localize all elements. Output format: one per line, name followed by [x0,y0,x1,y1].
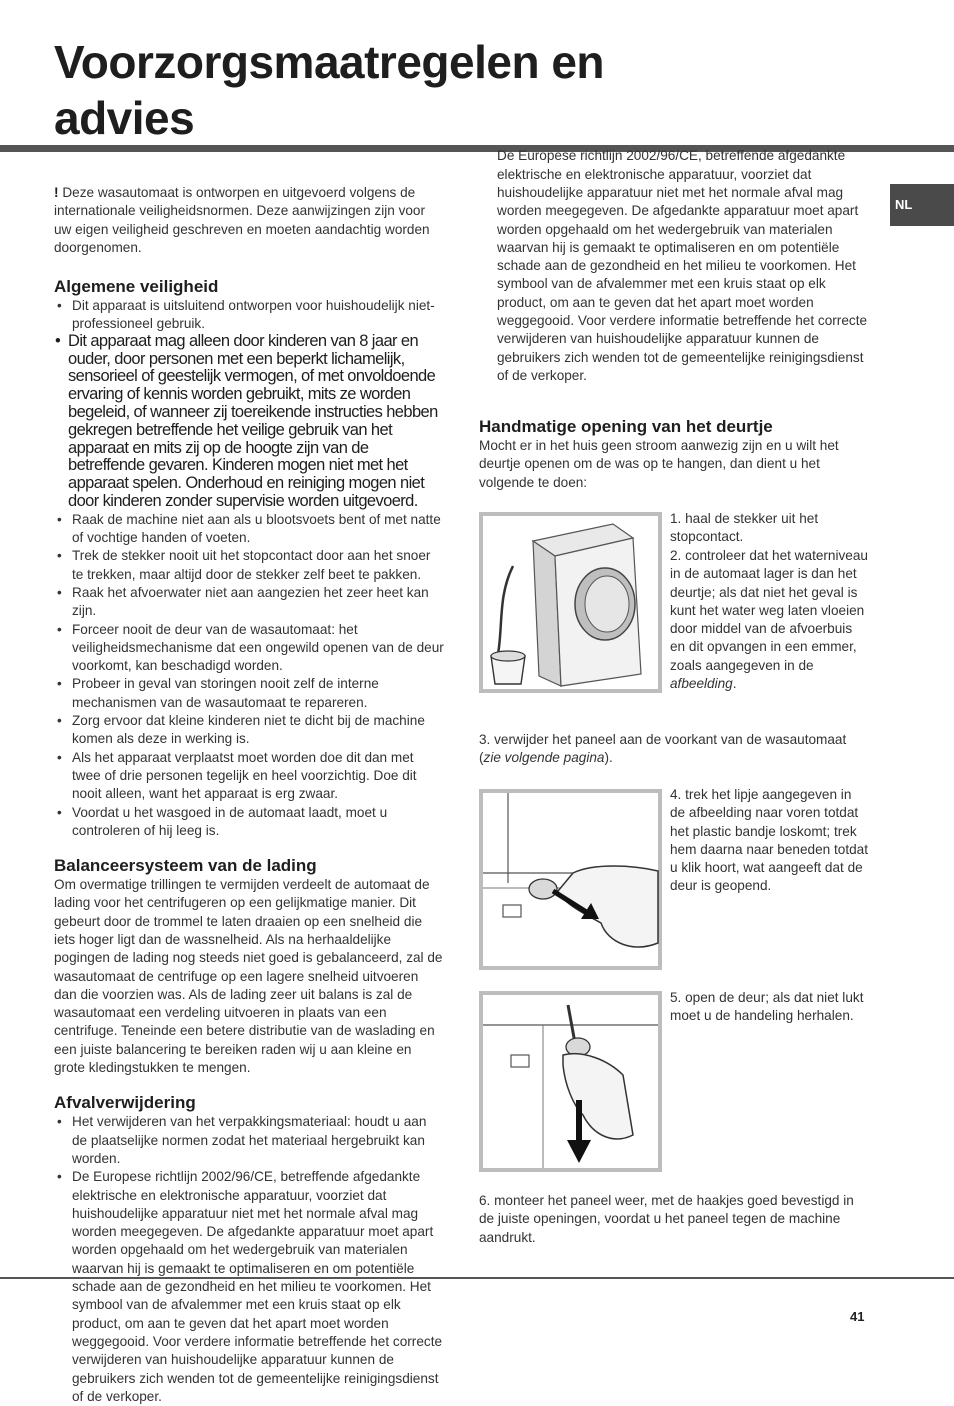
right-column [479,148,871,492]
step-2-end: . [732,676,737,692]
general-safety-list [54,297,444,840]
step-1: 1. haal de stekker uit het stopcontact. [670,511,819,545]
step-2-text: 2. controleer dat het waterniveau in de automaat lager is dan het deurtje; als dat niet het geval is kunt het water weg laten vloeien door middel van de afvoerbuis en dit opvangen in een emmer, zoals aangegeven in de [670,548,868,673]
balance-paragraph: Om overmatige trillingen te vermijden verdeelt de automaat de lading voor het centrifugeren op een gelijkmatige manier. Dit gebeurt door de trommel te laten draaien op een snelheid die iets hoger ligt dan de wassnelheid. Als na herhaaldelijke pogingen de lading nog steeds niet goed is gebalanceerd, zal de wasautomaat de centrifuge op een lagere snelheid uitvoeren dan die voorzien was. Als de lading zeer uit balans is zal de wasautomaat een verdeling uitvoeren in plaats van een centrifuge. Teneinde een betere distributie van de waslading en een juiste balancering te bereiken raden wij u aan kleine en grote kledingstukken te mengen. [54,877,443,1076]
heading-manual-door: Handmatige opening van het deurtje [479,417,773,436]
step-3-emphasis: zie volgende pagina [483,750,605,766]
manual-door-intro: Mocht er in het huis geen stroom aanwezig zijn en u wilt het deurtje openen om de was op te hangen, dan dient u het volgende te doen: [479,438,839,490]
heading-balance: Balanceersysteem van de lading [54,856,317,876]
step-5: 5. open de deur; als dat niet lukt moet u de handeling herhalen. [670,990,864,1024]
footer-rule [0,1277,954,1279]
disposal-continuation-text: De Europese richtlijn 2002/96/CE, betreffende afgedankte elektrische en elektronische apparatuur, voorziet dat huishoudelijke apparatuur niet met het normale afval mag worden meegegeven. De afgedankte apparatuur moet apart worden opgehaald om het wedergebruik van materialen waarvan hij is gemaakt te optimaliseren en om potentiële schade aan de gezondheid en het milieu te voorkomen. Het symbool van de afvalemmer met een kruis staat op elk product, om aan te geven dat het apart moet worden weggegooid. Voor verdere informatie betreffende het correcte verwijderen van huishoudelijke apparatuur kunnen de gebruikers zich wenden tot de gemeentelijke reinigingsdienst of de verkoper. [497,148,868,383]
list-item: • Trek de stekker nooit uit het stopcontact door aan het snoer te trekken, maar altijd door de stekker zelf beet te pakken. [54,547,444,584]
page-title-line-1: Voorzorgsmaatregelen en [54,36,605,88]
warning-mark: ! [54,185,59,200]
figure-drain-bucket [479,512,662,693]
list-item: • Forceer nooit de deur van de wasautomaat: het veiligheidsmechanisme dat een ongewild openen van de deur voorkomt, kan beschadigd worden. [54,621,444,676]
language-tab: NL [890,184,954,226]
figure-pull-tab [479,789,662,970]
pull-down-illustration [483,995,658,1168]
step-3-end: ). [604,750,613,766]
disposal-continuation [479,148,871,406]
washing-machine-drain-illustration [483,516,658,689]
list-item: • Dit apparaat mag alleen door kinderen van 8 jaar en ouder, door personen met een beperkt lichamelijk, sensorieel of geestelijk vermogen, of met onvoldoende ervaring of kennis worden gebruikt, mits ze worden begeleid, of wanneer zij toereikende instructies hebben gekregen betreffende het veilige gebruik van het apparaat en mits zij op de hoogte zijn van de betreffende gevaren. Kinderen mogen niet met het apparaat spelen. Onderhoud en reiniging mogen niet door kinderen zonder supervisie worden uitgevoerd. [54,333,444,511]
list-item: • Voordat u het wasgoed in de automaat laadt, moet u controleren of hij leeg is. [54,804,444,841]
list-item: • Als het apparaat verplaatst moet worden doe dit dan met twee of drie personen tegelijk en heel voorzichtig. Doe dit nooit alleen, want het apparaat is erg zwaar. [54,749,444,804]
page-title-line-2: advies [54,92,195,144]
list-item: • De Europese richtlijn 2002/96/CE, betreffende afgedankte elektrische en elektronische apparatuur, voorziet dat huishoudelijke apparatuur niet met het normale afval mag worden meegegeven. De afgedankte apparatuur moet apart worden opgehaald om het wedergebruik van materialen waarvan hij is gemaakt te optimaliseren en om potentiële schade aan de gezondheid en het milieu te voorkomen. Het symbool van de afvalemmer met een kruis staat op elk product, om aan te geven dat het apart moet worden weggegooid. Voor verdere informatie betreffende het correcte verwijderen van huishoudelijke apparatuur kunnen de gebruikers zich wenden tot de gemeentelijke reinigingsdienst of de verkoper. [54,1168,444,1204]
page-title [54,34,604,146]
step-6: 6. monteer het paneel weer, met de haakjes goed bevestigd in de juiste openingen, voordat u het paneel tegen de machine aandrukt. [479,1193,854,1245]
list-item: • Raak het afvoerwater niet aan aangezien het zeer heet kan zijn. [54,584,444,621]
left-column [54,184,444,1404]
list-item: • Dit apparaat is uitsluitend ontworpen voor huishoudelijk niet-professioneel gebruik. [54,297,444,334]
intro-text: Deze wasautomaat is ontworpen en uitgevoerd volgens de internationale veiligheidsnormen. Deze aanwijzingen zijn voor uw eigen veiligheid geschreven en moeten aandachtig worden doorgenomen. [54,185,430,255]
list-item: • Het verwijderen van het verpakkingsmateriaal: houdt u aan de plaatselijke normen zodat het materiaal hergebruikt kan worden. [54,1113,444,1168]
heading-disposal: Afvalverwijdering [54,1093,196,1113]
step-3-text: 3. verwijder het paneel aan de voorkant van de wasautomaat ( [479,732,847,766]
step-3 [479,731,871,768]
heading-general-safety: Algemene veiligheid [54,277,219,297]
list-item: • Raak de machine niet aan als u blootsvoets bent of met natte of vochtige handen of voeten. [54,511,444,548]
page-number: 41 [850,1309,865,1324]
list-item: • Probeer in geval van storingen nooit zelf de interne mechanismen van de wasautomaat te repareren. [54,675,444,712]
step-4: 4. trek het lipje aangegeven in de afbeelding naar voren totdat het plastic bandje loskomt; trek hem daarna naar beneden totdat u klik hoort, wat aangeeft dat de deur is geopend. [670,787,869,894]
pull-tab-illustration [483,793,658,966]
list-item: • Zorg ervoor dat kleine kinderen niet te dicht bij de machine komen als deze in werking is. [54,712,444,749]
step-2 [670,547,870,693]
figure-pull-down [479,991,662,1172]
disposal-list [54,1113,444,1404]
intro-paragraph [54,184,444,257]
step-2-emphasis: afbeelding [670,676,733,692]
